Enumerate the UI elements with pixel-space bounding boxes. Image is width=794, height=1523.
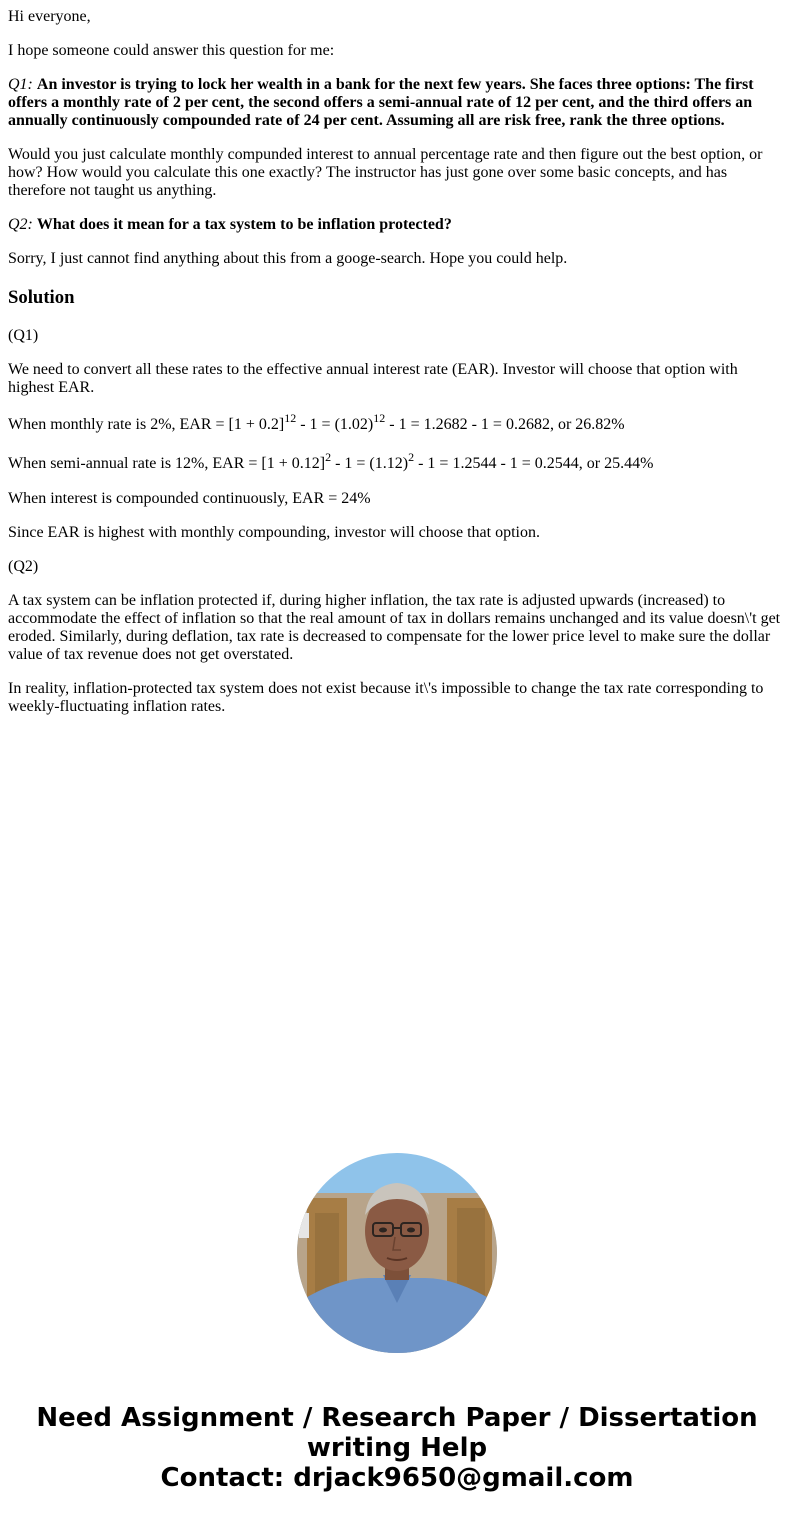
semiannual-ear-formula: [8, 449, 786, 473]
solution-q2-paragraph-2: In reality, inflation-protected tax system does not exist because it\'s impossible to change the tax rate corresponding to weekly-fluctuating inflation rates.: [8, 680, 764, 715]
greeting: Hi everyone,: [8, 8, 91, 25]
question-2: [8, 216, 786, 234]
q1-text: An investor is trying to lock her wealth in a bank for the next few years. She faces three options: The first offers a monthly rate of 2 per cent, the second offers a semi-annual rate of 12 per cent, and the third offers an annually continuously compounded rate of 24 per cent. Assuming all are risk free, rank the three options.: [8, 76, 754, 129]
continuous-ear: When interest is compounded continuously, EAR = 24%: [8, 490, 371, 507]
question-1: [8, 76, 786, 130]
monthly-exp2: 12: [373, 410, 386, 425]
tutor-portrait-icon: [297, 1153, 497, 1353]
footer-promo: [0, 1403, 794, 1493]
semiannual-exp1: 2: [325, 449, 332, 464]
monthly-exp1: 12: [284, 410, 297, 425]
solution-q1-intro: We need to convert all these rates to the effective annual interest rate (EAR). Investor will choose that option with highest EAR.: [8, 361, 738, 396]
q1-label: Q1:: [8, 76, 33, 93]
solution-heading: Solution: [8, 287, 75, 308]
q2-label: Q2:: [8, 216, 33, 233]
monthly-pre: When monthly rate is 2%, EAR = [1 + 0.2]: [8, 416, 285, 433]
footer-line-1: Need Assignment / Research Paper / Dissertation: [36, 1403, 758, 1433]
footer-line-2: writing Help: [306, 1433, 488, 1463]
solution-q2-paragraph-1: A tax system can be inflation protected if, during higher inflation, the tax rate is adjusted upwards (increased) to accommodate the effect of inflation so that the real amount of tax in dollars remains unchanged and its value doesn\'t get eroded. Similarly, during deflation, tax rate is decreased to compensate for the lower price level to make sure the dollar value of tax revenue does not get overstated.: [8, 592, 781, 663]
tutor-avatar: [297, 1153, 497, 1353]
footer-contact: Contact: drjack9650@gmail.com: [160, 1463, 634, 1493]
closing-text: Sorry, I just cannot find anything about this from a googe-search. Hope you could help.: [8, 250, 568, 267]
semiannual-mid: - 1 = (1.12): [331, 455, 409, 472]
q2-text: What does it mean for a tax system to be inflation protected?: [36, 216, 452, 233]
q1-conclusion: Since EAR is highest with monthly compounding, investor will choose that option.: [8, 524, 540, 541]
intro-text: I hope someone could answer this question for me:: [8, 42, 335, 59]
semiannual-exp2: 2: [408, 449, 415, 464]
semiannual-pre: When semi-annual rate is 12%, EAR = [1 + 0.12]: [8, 455, 326, 472]
q1-followup: Would you just calculate monthly compunded interest to annual percentage rate and then figure out the best option, or how? How would you calculate this one exactly? The instructor has just gone over some basic concepts, and has therefore not taught us anything.: [8, 146, 763, 199]
solution-q2-label: (Q2): [8, 558, 39, 575]
monthly-ear-formula: [8, 410, 786, 434]
monthly-post: - 1 = 1.2682 - 1 = 0.2682, or 26.82%: [385, 416, 625, 433]
solution-q1-label: (Q1): [8, 327, 39, 344]
monthly-mid: - 1 = (1.02): [296, 416, 374, 433]
semiannual-post: - 1 = 1.2544 - 1 = 0.2544, or 25.44%: [414, 455, 654, 472]
